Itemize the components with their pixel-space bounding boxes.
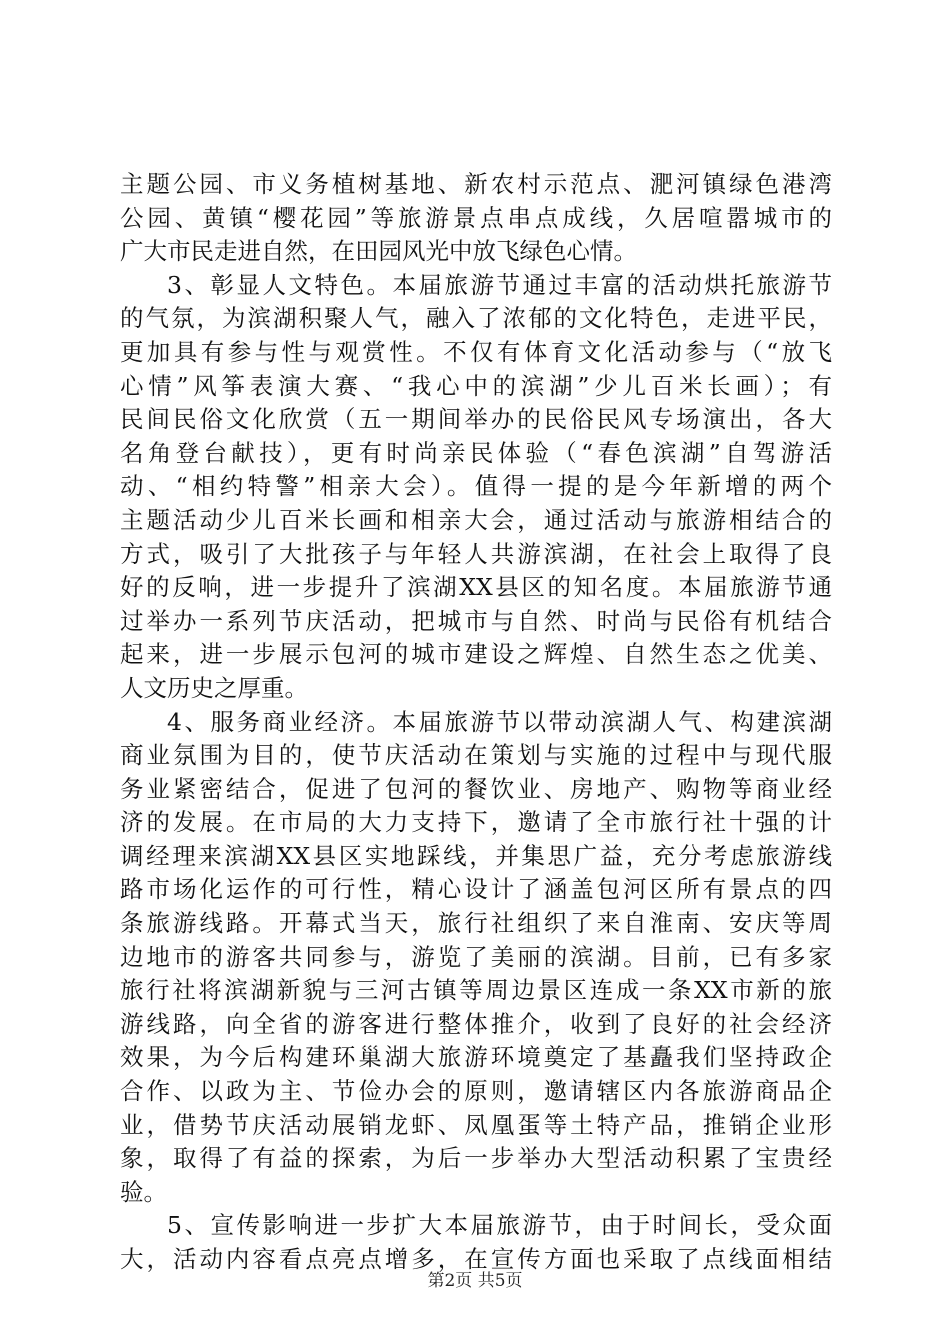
text-line: 济的发展。在市局的大力支持下，邀请了全市旅行社十强的计 xyxy=(120,808,832,837)
paragraph-start-line: 4、服务商业经济。本届旅游节以带动滨湖人气、构建滨湖 xyxy=(167,707,832,736)
text-line: 合作、以政为主、节俭办会的原则，邀请辖区内各旅游商品企 xyxy=(120,1077,832,1106)
text-line: 更加具有参与性与观赏性。不仅有体育文化活动参与（“放飞 xyxy=(120,337,832,366)
text-line: 动、“相约特警”相亲大会）。值得一提的是今年新增的两个 xyxy=(120,472,832,501)
text-line: 过举办一系列节庆活动，把城市与自然、时尚与民俗有机结合 xyxy=(120,606,832,635)
paragraph-start-line: 5、宣传影响进一步扩大本届旅游节，由于时间长，受众面 xyxy=(167,1211,832,1240)
text-line: 验。 xyxy=(120,1177,167,1206)
paragraph-start-line: 3、彰显人文特色。本届旅游节通过丰富的活动烘托旅游节 xyxy=(167,270,832,299)
text-line: 游线路，向全省的游客进行整体推介，收到了良好的社会经济 xyxy=(120,1009,832,1038)
text-line: 务业紧密结合，促进了包河的餐饮业、房地产、购物等商业经 xyxy=(120,774,832,803)
text-line: 好的反响，进一步提升了滨湖XX县区的知名度。本届旅游节通 xyxy=(120,573,832,602)
text-line: 的气氛，为滨湖积聚人气，融入了浓郁的文化特色，走进平民， xyxy=(120,304,832,333)
text-line: 条旅游线路。开幕式当天，旅行社组织了来自淮南、安庆等周 xyxy=(120,909,832,938)
text-line: 边地市的游客共同参与，游览了美丽的滨湖。目前，已有多家 xyxy=(120,942,832,971)
text-line: 路市场化运作的可行性，精心设计了涵盖包河区所有景点的四 xyxy=(120,875,832,904)
text-line: 起来，进一步展示包河的城市建设之辉煌、自然生态之优美、 xyxy=(120,640,832,669)
text-line: 商业氛围为目的，使节庆活动在策划与实施的过程中与现代服 xyxy=(120,741,832,770)
document-body xyxy=(120,168,832,1277)
text-line: 业，借势节庆活动展销龙虾、凤凰蛋等土特产品，推销企业形 xyxy=(120,1110,832,1139)
page-number-footer: 第2页 共5页 xyxy=(427,1271,523,1291)
text-line: 心情”风筝表演大赛、“我心中的滨湖”少儿百米长画）；有 xyxy=(120,371,832,400)
text-line: 民间民俗文化欣赏（五一期间举办的民俗民风专场演出，各大 xyxy=(120,405,832,434)
text-line: 名角登台献技），更有时尚亲民体验（“春色滨湖”自驾游活 xyxy=(120,438,832,467)
text-line: 主题公园、市义务植树基地、新农村示范点、淝河镇绿色港湾 xyxy=(120,170,832,198)
text-line: 方式，吸引了大批孩子与年轻人共游滨湖，在社会上取得了良 xyxy=(120,539,832,568)
text-line: 调经理来滨湖XX县区实地踩线，并集思广益，充分考虑旅游线 xyxy=(120,841,832,870)
text-line: 公园、黄镇“樱花园”等旅游景点串点成线，久居喧嚣城市的 xyxy=(120,203,832,232)
text-line: 效果，为今后构建环巢湖大旅游环境奠定了基矗我们坚持政企 xyxy=(120,1043,832,1072)
text-line: 广大市民走进自然，在田园风光中放飞绿色心情。 xyxy=(120,237,637,266)
text-line: 主题活动少儿百米长画和相亲大会，通过活动与旅游相结合的 xyxy=(120,505,832,534)
text-line: 象，取得了有益的探索，为后一步举办大型活动积累了宝贵经 xyxy=(120,1144,832,1173)
text-line: 大，活动内容看点亮点增多，在宣传方面也采取了点线面相结 xyxy=(120,1245,832,1273)
text-line: 人文历史之厚重。 xyxy=(120,673,308,702)
text-line: 旅行社将滨湖新貌与三河古镇等周边景区连成一条XX市新的旅 xyxy=(120,976,832,1005)
